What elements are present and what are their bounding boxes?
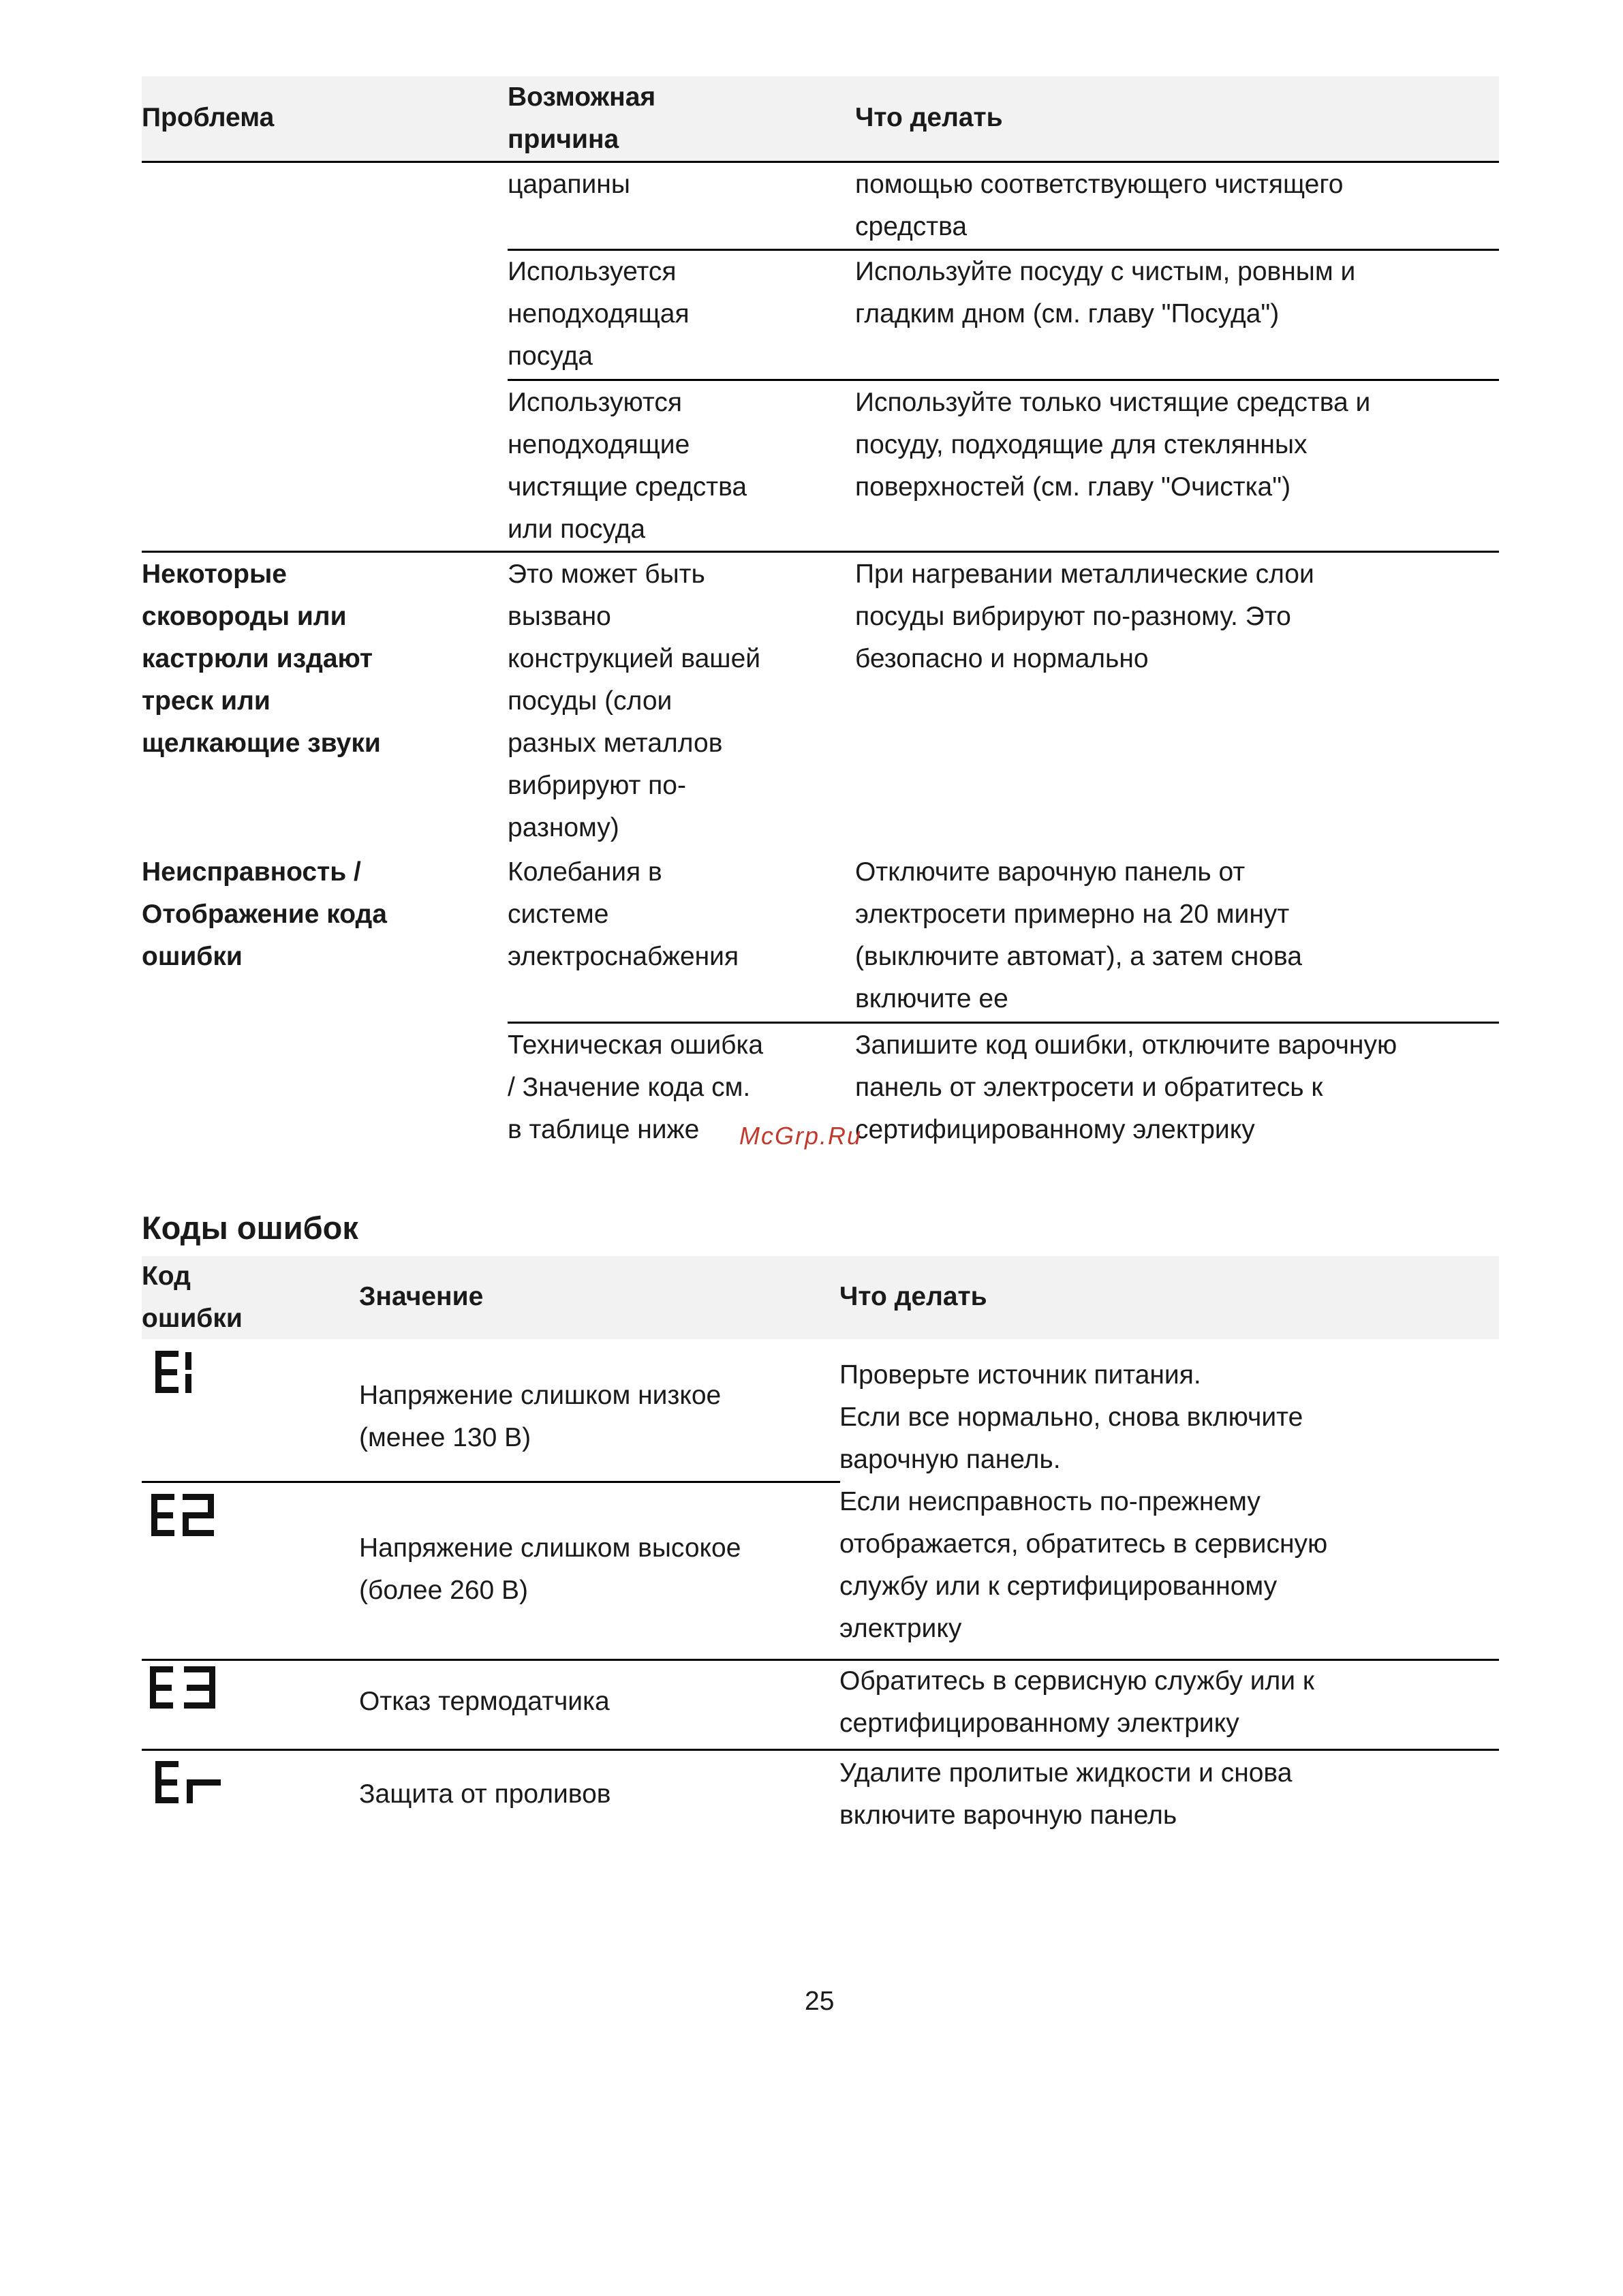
e2-meaning: Напряжение слишком высокое (более 260 В) [359,1533,741,1605]
row-4-action: Отключите варочную панель от электросети примерно на 20 минут (выключите автомат), а затем снова включите ее [855,857,1302,1013]
row-0-action: помощью соответствующего чистящего средства [855,170,1344,241]
row-4-problem: Неисправность / Отображение кода ошибки [142,857,387,971]
error-header-code: Код ошибки [142,1261,243,1333]
e1-meaning: Напряжение слишком низкое (менее 130 В) [359,1381,722,1452]
row-1-rule [508,379,1499,381]
row-3-action: При нагревании металлические слои посуды вибрируют по-разному. Это безопасно и нормально [855,560,1314,673]
table-header-band [142,76,1499,161]
error-code-er-icon [154,1760,225,1805]
voltage-action: Проверьте источник питания. Если все нормально, снова включите варочную панель. Если неисправность по-прежнему отображается, обратитесь в сервисную службу или к сертифицированному электрику [839,1360,1328,1643]
e3-meaning: Отказ термодатчика [359,1687,610,1716]
row-5-cause: Техническая ошибка / Значение кода см. в таблице ниже [508,1030,764,1144]
header-rule [142,161,1499,163]
row-4-cause: Колебания в системе электроснабжения [508,857,739,971]
row-0-cause: царапины [508,170,630,199]
er-action: Удалите пролитые жидкости и снова включите варочную панель [839,1758,1293,1830]
watermark: McGrp.Ru [739,1122,863,1150]
row-1-action: Используйте посуду с чистым, ровным и гладким дном (см. главу "Посуда") [855,257,1356,328]
page-number: 25 [805,1987,835,2016]
row-2-action: Используйте только чистящие средства и посуду, подходящие для стеклянных поверхностей (см. главу "Очистка") [855,388,1371,502]
e3-rule [142,1749,1499,1751]
row-5-action: Запишите код ошибки, отключите варочную панель от электросети и обратитесь к сертифицированному электрику [855,1030,1397,1144]
header-problem: Проблема [142,103,275,132]
row-3-problem: Некоторые сковороды или кастрюли издают треск или щелкающие звуки [142,560,381,758]
row-3-cause: Это может быть вызвано конструкцией вашей посуды (слои разных металлов вибрируют по- разному) [508,560,761,842]
header-action: Что делать [855,103,1003,132]
row-4-rule [508,1022,1499,1024]
er-meaning: Защита от проливов [359,1779,611,1809]
error-header-action: Что делать [839,1282,987,1311]
e3-action: Обратитесь в сервисную службу или к сертифицированному электрику [839,1666,1314,1738]
row-2-cause: Используются неподходящие чистящие средства или посуда [508,388,747,544]
error-header-band [142,1256,1499,1339]
error-code-e1-icon [154,1349,198,1394]
error-codes-title: Коды ошибок [142,1210,358,1246]
error-code-e3-icon [149,1665,219,1710]
row-2-rule [142,551,1499,553]
header-cause: Возможная причина [508,82,656,154]
row-1-cause: Используется неподходящая посуда [508,257,690,371]
e1-rule [142,1481,840,1483]
error-header-meaning: Значение [359,1282,484,1311]
error-code-e2-icon [150,1493,218,1537]
